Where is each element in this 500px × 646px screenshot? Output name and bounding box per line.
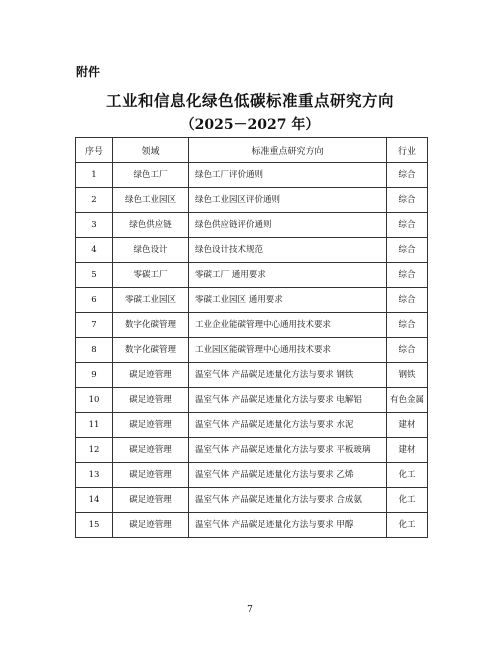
header-industry: 行业 [387,138,428,163]
cell-direction: 温室气体 产品碳足迹量化方法与要求 甲醇 [189,513,387,538]
cell-index: 5 [76,263,113,288]
cell-index: 15 [76,513,113,538]
table-row [76,213,428,238]
cell-field: 零碳工业园区 [113,288,189,313]
cell-direction: 温室气体 产品碳足迹量化方法与要求 合成氨 [189,488,387,513]
table-row [76,238,428,263]
cell-field: 数字化碳管理 [113,338,189,363]
cell-industry: 综合 [387,288,428,313]
table-row [76,188,428,213]
cell-direction: 绿色设计技术规范 [189,238,387,263]
table-row [76,313,428,338]
cell-industry: 综合 [387,313,428,338]
cell-industry: 化工 [387,513,428,538]
cell-index: 8 [76,338,113,363]
cell-field: 碳足迹管理 [113,363,189,388]
cell-field: 绿色工厂 [113,163,189,188]
cell-index: 6 [76,288,113,313]
cell-direction: 工业企业能碳管理中心通用技术要求 [189,313,387,338]
table-row [76,163,428,188]
cell-direction: 温室气体 产品碳足迹量化方法与要求 乙烯 [189,463,387,488]
cell-industry: 钢铁 [387,363,428,388]
cell-industry: 综合 [387,213,428,238]
cell-industry: 综合 [387,263,428,288]
cell-field: 碳足迹管理 [113,438,189,463]
table-row [76,338,428,363]
cell-direction: 绿色供应链评价通则 [189,213,387,238]
table-row [76,263,428,288]
cell-direction: 绿色工厂评价通则 [189,163,387,188]
cell-field: 绿色供应链 [113,213,189,238]
cell-field: 碳足迹管理 [113,388,189,413]
cell-field: 碳足迹管理 [113,513,189,538]
cell-index: 11 [76,413,113,438]
cell-direction: 温室气体 产品碳足迹量化方法与要求 电解铝 [189,388,387,413]
standards-table [75,137,428,538]
cell-industry: 综合 [387,188,428,213]
cell-direction: 温室气体 产品碳足迹量化方法与要求 水泥 [189,413,387,438]
cell-index: 2 [76,188,113,213]
table-row [76,488,428,513]
document-subtitle: （2025－2027 年） [180,117,320,133]
cell-index: 1 [76,163,113,188]
table-row [76,413,428,438]
cell-industry: 建材 [387,413,428,438]
cell-direction: 工业园区能碳管理中心通用技术要求 [189,338,387,363]
cell-index: 12 [76,438,113,463]
cell-direction: 温室气体 产品碳足迹量化方法与要求 钢铁 [189,363,387,388]
cell-index: 4 [76,238,113,263]
cell-index: 14 [76,488,113,513]
table-row [76,388,428,413]
cell-field: 绿色工业园区 [113,188,189,213]
cell-direction: 零碳工业园区 通用要求 [189,288,387,313]
cell-index: 3 [76,213,113,238]
cell-field: 碳足迹管理 [113,488,189,513]
cell-field: 碳足迹管理 [113,413,189,438]
cell-field: 绿色设计 [113,238,189,263]
cell-industry: 化工 [387,463,428,488]
header-field: 领域 [113,138,189,163]
cell-direction: 温室气体 产品碳足迹量化方法与要求 平板玻璃 [189,438,387,463]
cell-industry: 化工 [387,488,428,513]
cell-index: 10 [76,388,113,413]
annex-label: 附件 [76,65,101,79]
table-row [76,363,428,388]
table-row [76,438,428,463]
document-title: 工业和信息化绿色低碳标准重点研究方向 [105,92,394,110]
cell-industry: 综合 [387,238,428,263]
header-direction: 标准重点研究方向 [189,138,387,163]
table-row [76,288,428,313]
cell-field: 数字化碳管理 [113,313,189,338]
cell-industry: 综合 [387,163,428,188]
cell-index: 13 [76,463,113,488]
cell-industry: 有色金属 [387,388,428,413]
cell-index: 7 [76,313,113,338]
cell-index: 9 [76,363,113,388]
page-number: 7 [247,605,253,615]
header-index: 序号 [76,138,113,163]
table-header-row [76,138,428,163]
cell-field: 碳足迹管理 [113,463,189,488]
table-row [76,463,428,488]
cell-industry: 建材 [387,438,428,463]
cell-field: 零碳工厂 [113,263,189,288]
cell-direction: 绿色工业园区评价通则 [189,188,387,213]
cell-industry: 综合 [387,338,428,363]
table-row [76,513,428,538]
cell-direction: 零碳工厂 通用要求 [189,263,387,288]
